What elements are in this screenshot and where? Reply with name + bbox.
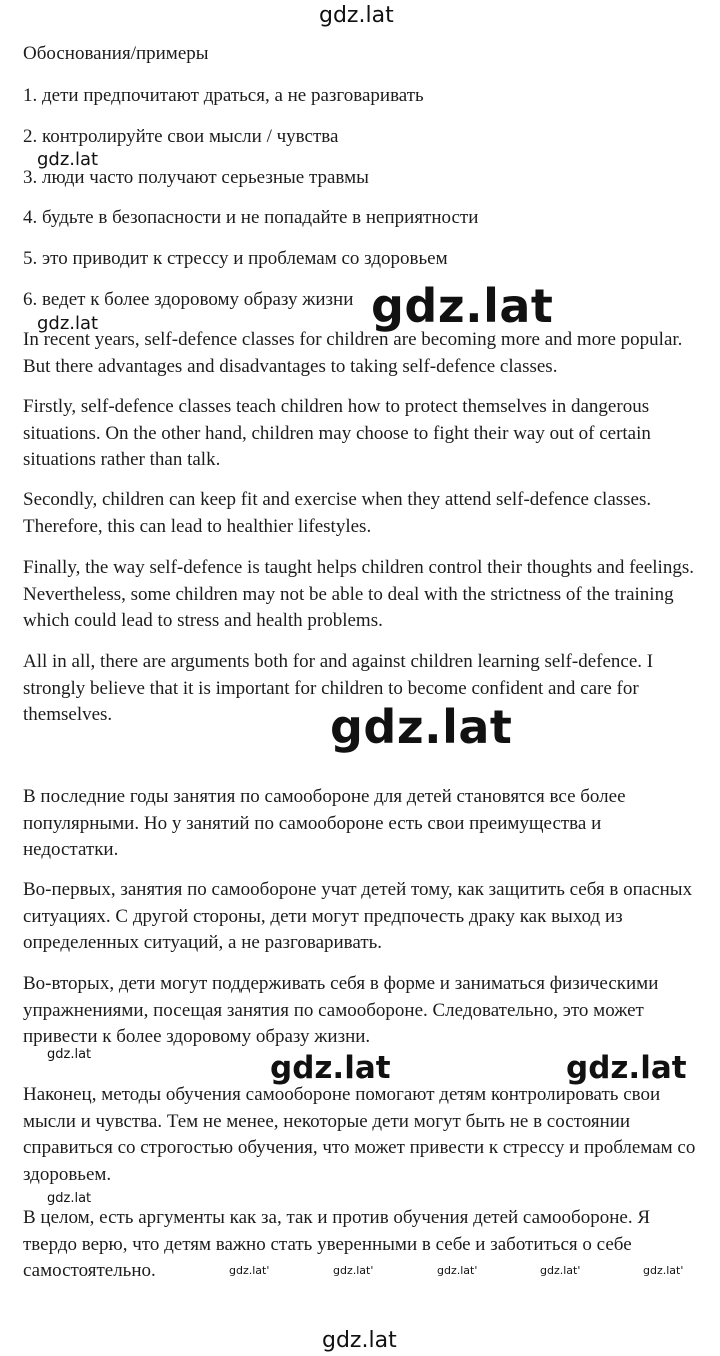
essay-ru-paragraph: В целом, есть аргументы как за, так и против обучения детей самообороне. Я твердо верю, что детям важно стать уверенными в себе и заботиться о себе самостоятельно. xyxy=(23,1207,650,1281)
watermark-tiny: gdz.lat' xyxy=(229,1264,270,1277)
watermark-medium: gdz.lat xyxy=(270,1050,391,1086)
watermark-tiny: gdz.lat xyxy=(47,1191,92,1206)
watermark-bottom: gdz.lat xyxy=(322,1328,397,1353)
section-heading: Обоснования/примеры xyxy=(23,43,209,64)
essay-ru-paragraph: В последние годы занятия по самообороне для детей становятся все более популярными. Но у занятий по самообороне есть свои преимущества и недостатки. xyxy=(23,786,626,860)
watermark-tiny: gdz.lat' xyxy=(643,1264,684,1277)
reason-item: 5. это приводит к стрессу и проблемам со здоровьем xyxy=(23,248,448,269)
reason-item: 2. контролируйте свои мысли / чувства xyxy=(23,126,339,147)
essay-en-paragraph: Secondly, children can keep fit and exercise when they attend self-defence classes. Therefore, this can lead to healthier lifestyles. xyxy=(23,489,652,537)
essay-ru-paragraph: Наконец, методы обучения самообороне помогают детям контролировать свои мысли и чувства. Тем не менее, некоторые дети могут быть не в состоянии справиться со строгостью обучения, что может привести к стрессу и проблемам со здоровьем. xyxy=(23,1084,696,1185)
reason-item: 3. люди часто получают серьезные травмы xyxy=(23,167,369,188)
watermark-tiny: gdz.lat' xyxy=(437,1264,478,1277)
watermark-small: gdz.lat xyxy=(37,313,99,334)
essay-en-paragraph: Firstly, self-defence classes teach children how to protect themselves in dangerous situations. On the other hand, children may choose to fight their way out of certain situations rather than talk. xyxy=(23,396,651,470)
reason-item: 6. ведет к более здоровому образу жизни xyxy=(23,289,354,310)
watermark-top: gdz.lat xyxy=(319,3,394,28)
watermark-tiny: gdz.lat' xyxy=(540,1264,581,1277)
reason-item: 1. дети предпочитают драться, а не разговаривать xyxy=(23,85,424,106)
watermark-small: gdz.lat xyxy=(37,149,99,170)
essay-en-paragraph: In recent years, self-defence classes for children are becoming more and more popular. But there advantages and disadvantages to taking self-defence classes. xyxy=(23,329,683,377)
essay-en-paragraph: Finally, the way self-defence is taught helps children control their thoughts and feelings. Nevertheless, some children may not be able to deal with the strictness of the training which could lead to stress and health problems. xyxy=(23,557,694,631)
essay-ru-paragraph: Во-первых, занятия по самообороне учат детей тому, как защитить себя в опасных ситуациях. С другой стороны, дети могут предпочесть драку как выход из определенных ситуаций, а не разговаривать. xyxy=(23,879,693,953)
essay-ru-paragraph: Во-вторых, дети могут поддерживать себя в форме и заниматься физическими упражнениями, посещая занятия по самообороне. Следовательно, это может привести к более здоровому образу жизни. xyxy=(23,973,659,1047)
reason-item: 4. будьте в безопасности и не попадайте в неприятности xyxy=(23,207,479,228)
watermark-medium: gdz.lat xyxy=(566,1050,687,1086)
watermark-tiny: gdz.lat' xyxy=(333,1264,374,1277)
watermark-large: gdz.lat xyxy=(330,700,513,754)
watermark-large: gdz.lat xyxy=(371,279,554,333)
essay-en-paragraph: All in all, there are arguments both for and against children learning self-defence. I strongly believe that it is important for children to become confident and care for themselves. xyxy=(23,651,654,725)
watermark-tiny: gdz.lat xyxy=(47,1047,92,1062)
